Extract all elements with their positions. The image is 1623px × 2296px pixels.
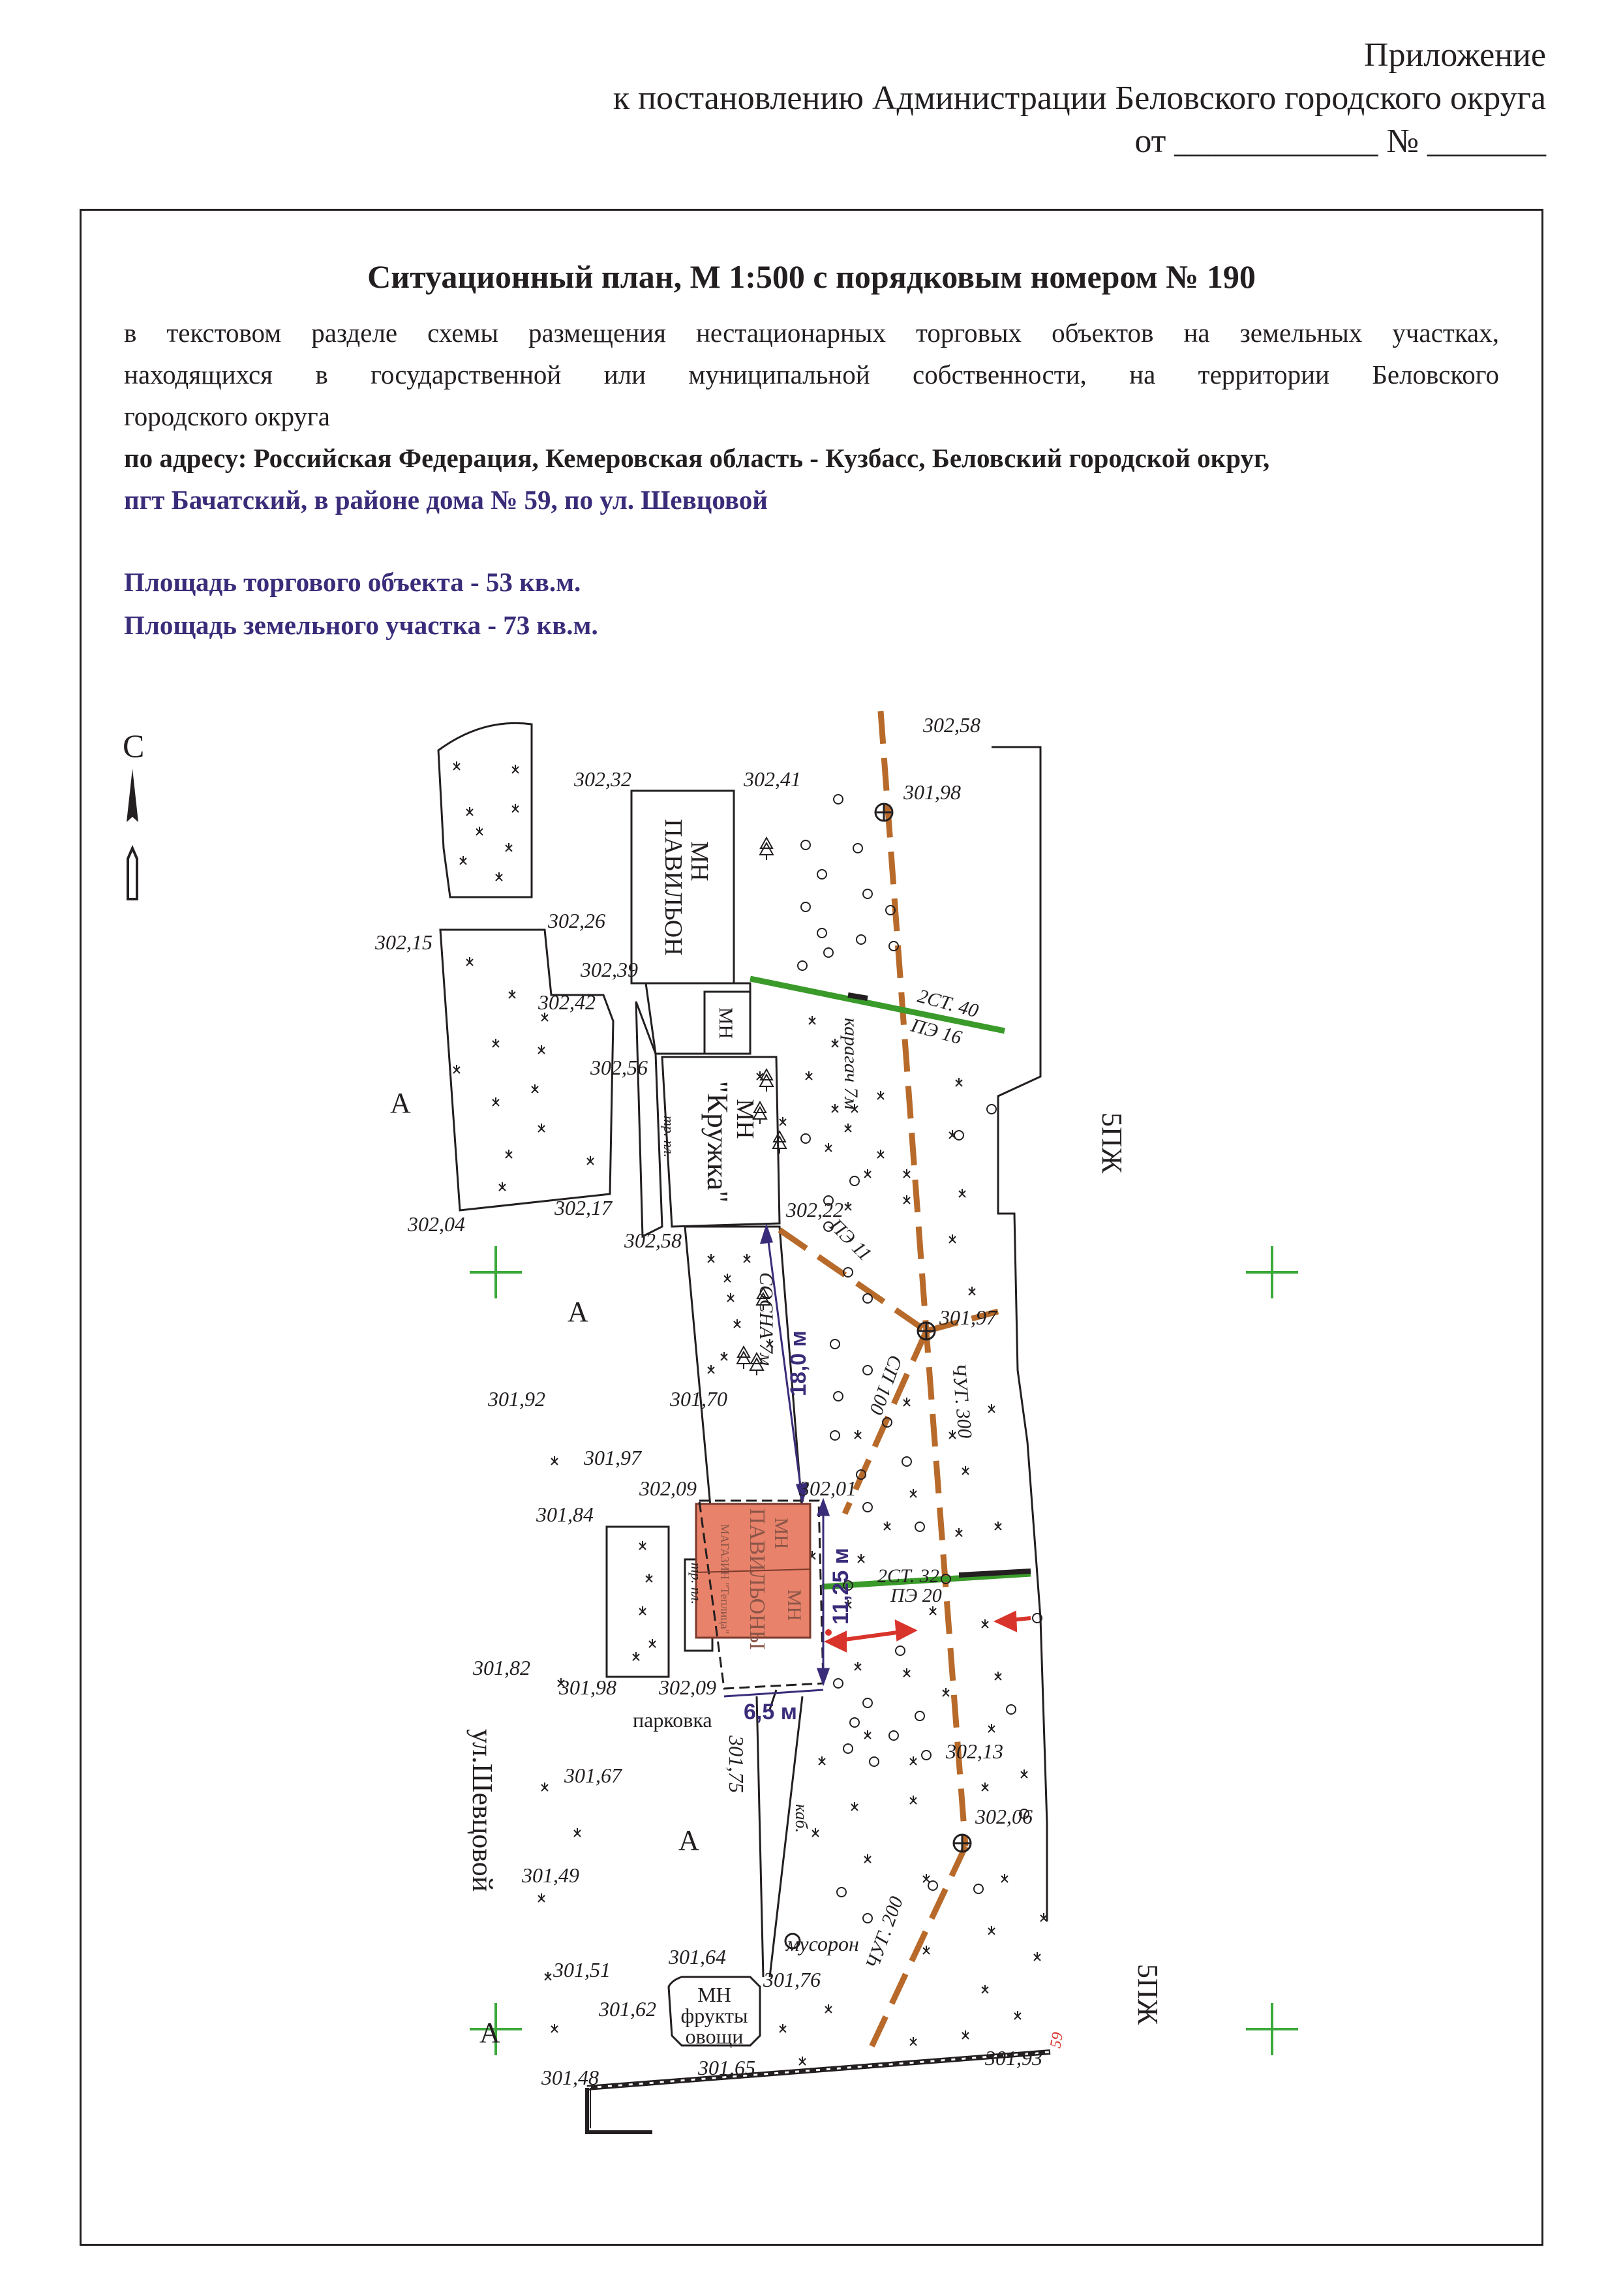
grass-mark [903, 1195, 910, 1204]
tree-mark [853, 844, 862, 853]
fruit-kiosk-mn: МН [697, 1983, 731, 2006]
pine-label: СОСНА 7м [755, 1272, 777, 1366]
elevation-label: 302,26 [548, 909, 605, 932]
grass-mark [851, 1802, 858, 1811]
grass-mark [1021, 1769, 1027, 1778]
elevation-label: 302,06 [975, 1805, 1033, 1828]
access-arrows [825, 1614, 1031, 1649]
tree-mark [834, 1392, 843, 1401]
dimension-depth: 11,25 м [828, 1548, 853, 1625]
pavilions-mn1: МН [770, 1517, 792, 1550]
grass-mark [724, 1274, 731, 1282]
tree-mark [830, 1339, 840, 1349]
address-line2: пгт Бачатский, в районе дома № 59, по ул. Шевцовой [124, 485, 768, 515]
grass-mark [780, 2024, 786, 2032]
grass-mark [708, 1254, 714, 1263]
tree-mark [857, 935, 866, 944]
north-label: С [123, 727, 145, 764]
elevation-label: 301,93 [985, 2046, 1042, 2070]
grass-mark [825, 1143, 832, 1152]
grass-mark [930, 1606, 936, 1615]
tree-mark [834, 795, 843, 804]
grass-mark [884, 1522, 890, 1530]
pipe-label: ПЭ 11 [825, 1214, 876, 1266]
grass-mark [845, 1124, 851, 1132]
grass-mark [538, 1893, 545, 1902]
grass-mark [832, 1039, 838, 1047]
tree-mark [863, 889, 872, 898]
grass-mark [499, 1182, 506, 1191]
house-number: 59 [1047, 2030, 1067, 2050]
building-label-5pzh: 5ПЖ [1132, 1964, 1164, 2025]
grass-mark [949, 1234, 956, 1243]
grass-mark [512, 804, 519, 812]
grass-mark [825, 2004, 832, 2013]
tree-mark [1007, 1705, 1016, 1714]
tree-mark [817, 928, 827, 938]
tree-mark [850, 1176, 859, 1186]
elevation-label: 302,15 [375, 930, 432, 954]
grass-mark [649, 1639, 656, 1647]
grass-mark [466, 957, 473, 966]
tree-mark [801, 902, 810, 911]
elevation-label: 302,13 [946, 1739, 1003, 1763]
appendix-title: Приложение [1363, 37, 1546, 74]
elevation-label: 302,39 [581, 958, 638, 981]
object-area: Площадь торгового объекта - 53 кв.м. [124, 567, 581, 597]
elevation-label: 301,92 [488, 1387, 545, 1411]
tree-mark [954, 1131, 963, 1140]
grass-mark [780, 1117, 786, 1125]
parking-label: парковка [633, 1708, 712, 1732]
elevation-label: 301,49 [522, 1863, 579, 1887]
grass-mark [864, 1730, 871, 1739]
elevation-label: 302,32 [574, 767, 631, 791]
elevation-label: 301,48 [541, 2066, 599, 2089]
grass-mark [1001, 1874, 1008, 1882]
conifer-mark [760, 1069, 773, 1092]
tree-mark [863, 1294, 872, 1303]
tree-mark [896, 1646, 905, 1655]
grass-mark [962, 1466, 969, 1475]
elevation-label: 301,98 [559, 1676, 616, 1699]
tree-mark [817, 870, 827, 879]
tree-mark [915, 1711, 924, 1721]
building-label-5pzh: 5ПЖ [1096, 1112, 1128, 1174]
zone-label-a: А [479, 2017, 500, 2049]
tree-mark [834, 1679, 843, 1688]
pipe-label: ПЭ 16 [909, 1014, 964, 1049]
grass-mark [982, 1783, 988, 1791]
tree-mark [863, 1914, 872, 1923]
grass-mark [541, 1783, 548, 1791]
grass-mark [910, 1796, 917, 1804]
elevation-label: 302,56 [590, 1056, 648, 1079]
plan-description-line2: находящихся в государственной или муниципальной собственности, на территории Беловского [124, 360, 1499, 390]
grass-mark [476, 827, 483, 835]
kruzhka-name: "Кружка" [701, 1080, 735, 1203]
pipe-label: ЧУГ. 200 [861, 1893, 908, 1972]
grass-mark [855, 1430, 861, 1439]
tree-mark [902, 1457, 911, 1466]
grass-mark [995, 1672, 1001, 1680]
conifer-mark [760, 838, 773, 860]
tree-mark [915, 1522, 924, 1531]
fruit-kiosk-line2: овощи [685, 2025, 744, 2048]
zone-label-a: А [568, 1296, 588, 1328]
grass-mark [509, 990, 515, 998]
grass-mark [639, 1606, 646, 1615]
elevation-label: 302,04 [408, 1212, 465, 1236]
kruzhka-mn: МН [731, 1099, 759, 1139]
grass-mark [809, 1016, 815, 1024]
grass-mark [551, 2024, 558, 2032]
grass-mark [757, 1071, 763, 1080]
tree-mark [863, 1698, 872, 1707]
elevation-label: 302,01 [799, 1477, 857, 1500]
grass-mark [453, 761, 460, 770]
pipe-label: СП 100 [865, 1352, 907, 1418]
elevation-label: 301,82 [473, 1656, 530, 1679]
grass-mark [858, 1554, 864, 1563]
plan-description-line3: городского округа [124, 401, 330, 431]
grass-mark [646, 1574, 652, 1582]
grass-mark [864, 1169, 871, 1178]
grass-mark [538, 1124, 545, 1132]
elevation-label: 301,97 [584, 1446, 641, 1469]
appendix-date-number: от ____________ № _______ [1134, 123, 1546, 160]
street-label: ул.Шевцовой [466, 1729, 498, 1892]
elevation-label: 301,98 [903, 780, 961, 804]
grass-mark [988, 1404, 995, 1413]
grass-mark [545, 1972, 551, 1980]
grass-mark [988, 1926, 995, 1935]
grass-mark [453, 1065, 460, 1073]
north-arrow [123, 727, 144, 899]
elevation-label: 301,64 [669, 1945, 726, 1968]
pavilions-sub: МАГАЗИН "Теплица" [718, 1523, 731, 1634]
grass-mark [910, 1489, 917, 1497]
fence [587, 2052, 1050, 2132]
grass-mark [551, 1456, 558, 1465]
grass-mark [734, 1319, 740, 1328]
grass-mark [982, 1619, 988, 1628]
grass-mark [903, 1668, 910, 1677]
grass-mark [806, 1071, 812, 1080]
grass-mark [956, 1078, 962, 1086]
grass-mark [832, 1104, 838, 1112]
trash-label: мусорон [786, 1932, 859, 1955]
appendix-subtitle: к постановлению Администрации Беловского городского округа [613, 80, 1546, 117]
grass-mark [812, 1828, 819, 1837]
grass-mark [819, 1756, 825, 1765]
grass-mark [943, 1688, 949, 1696]
pavilions-name: ПАВИЛЬОНЫ [745, 1508, 769, 1650]
land-area: Площадь земельного участка - 73 кв.м. [124, 610, 598, 640]
grass-mark [956, 1528, 962, 1537]
elevation-label: 302,42 [538, 990, 596, 1014]
tree-mark [801, 1134, 810, 1143]
grass-mark [799, 2057, 806, 2065]
grass-mark [496, 872, 502, 881]
cable-label: каб. [792, 1804, 811, 1833]
grass-mark [910, 2037, 917, 2045]
grass-mark [959, 1189, 965, 1197]
grass-mark [587, 1156, 594, 1165]
grass-mark [744, 1254, 750, 1263]
grass-mark [639, 1541, 646, 1550]
grass-mark [982, 1985, 988, 1993]
tree-mark [798, 961, 807, 970]
grass-mark [903, 1398, 910, 1406]
elevation-label: 302,22 [786, 1198, 843, 1221]
grass-mark [962, 2030, 969, 2039]
grass-mark [574, 1828, 581, 1837]
grass-mark [538, 1045, 545, 1054]
pipe-label: 2СТ. 32 [877, 1565, 939, 1587]
tree-mark [837, 1888, 846, 1897]
grass-mark [727, 1293, 734, 1302]
tree-mark [889, 1731, 898, 1740]
grass-mark [493, 1097, 499, 1106]
grass-mark [493, 1039, 499, 1047]
conifer-mark [773, 1131, 786, 1154]
grass-mark [1034, 1952, 1040, 1961]
grass-mark [512, 765, 519, 773]
grass-mark [910, 1756, 917, 1765]
grass-mark [903, 1169, 910, 1178]
address-line1: по адресу: Российская Федерация, Кемеровская область - Кузбасс, Беловский городской округ, [124, 443, 1270, 473]
grass-mark [532, 1084, 538, 1093]
grass-mark [708, 1365, 714, 1373]
grass-mark [855, 1662, 861, 1670]
tree-mark [850, 1718, 859, 1727]
elevation-label: 301,65 [698, 2056, 755, 2079]
grass-mark [466, 807, 473, 816]
grass-mark [506, 843, 512, 851]
tree-mark [928, 1881, 937, 1890]
tree-mark [922, 1751, 931, 1760]
tree-mark [870, 1757, 879, 1766]
elevation-label: 302,58 [624, 1229, 682, 1252]
pavilion-top-mn: МН [686, 841, 713, 881]
grass-mark [506, 1150, 512, 1158]
dimension-width: 6,5 м [744, 1700, 797, 1724]
grass-mark [988, 1724, 995, 1732]
pipe-label: ПЭ 20 [890, 1585, 942, 1606]
tr-pl-label: тр. пл. [688, 1563, 705, 1604]
grass-mark [969, 1287, 975, 1295]
green-lines [750, 979, 1031, 1587]
tree-mark [824, 948, 833, 957]
elevation-label: 301,75 [725, 1736, 748, 1793]
elevation-label: 301,62 [599, 1997, 656, 2021]
tree-mark [863, 1366, 872, 1375]
grass-mark [995, 1522, 1001, 1530]
dimension-length: 18,0 м [786, 1330, 811, 1396]
grass-mark [864, 1854, 871, 1863]
small-pavilion-mn: МН [715, 1007, 736, 1039]
fruit-kiosk-line1: фрукты [680, 2004, 748, 2027]
grass-mark [923, 1946, 930, 1954]
elevation-label: 302,17 [554, 1196, 612, 1219]
grass-mark [1014, 2011, 1021, 2019]
pipe-label: ЧУГ. 300 [948, 1362, 976, 1439]
pavilion-top-name: ПАВИЛЬОН [660, 819, 687, 956]
elevation-label: 301,84 [536, 1503, 594, 1526]
tree-mark [830, 1431, 840, 1440]
tree-mark [801, 840, 810, 850]
grass-mark [460, 856, 466, 865]
elevation-label: 302,09 [639, 1477, 697, 1500]
zone-label-a: А [390, 1087, 411, 1119]
karagach-label: карагач 7м [840, 1018, 862, 1110]
grass-mark [877, 1150, 884, 1158]
elevation-label: 301,51 [553, 1958, 611, 1982]
elevation-label: 302,58 [923, 713, 980, 737]
plan-title: Ситуационный план, М 1:500 с порядковым номером № 190 [367, 258, 1256, 295]
elevation-label: 301,97 [939, 1306, 997, 1329]
zone-label-a: А [678, 1824, 699, 1856]
elevation-label: 301,67 [564, 1764, 622, 1787]
elevation-label: 302,09 [659, 1676, 716, 1699]
elevation-label: 302,41 [744, 767, 801, 791]
conifer-mark [737, 1347, 750, 1369]
grass-mark [721, 1352, 727, 1360]
grass-mark [633, 1652, 639, 1661]
grass-mark [923, 1874, 930, 1882]
tree-mark [843, 1744, 853, 1753]
tree-mark [974, 1884, 983, 1893]
elevation-label: 301,70 [670, 1387, 727, 1411]
tree-mark [863, 1503, 872, 1512]
grass-mark [877, 1091, 884, 1099]
plan-description-line1: в текстовом разделе схемы размещения нестационарных торговых объектов на земельных участках, [124, 318, 1499, 348]
grass-mark [845, 1202, 851, 1210]
pavilions-mn2: МН [783, 1589, 805, 1621]
tr-pl-label: тр. пл. [661, 1116, 677, 1157]
elevation-label: 301,76 [763, 1968, 821, 1991]
pipe-label: 2СТ. 40 [915, 985, 981, 1022]
tree-mark [987, 1105, 996, 1114]
